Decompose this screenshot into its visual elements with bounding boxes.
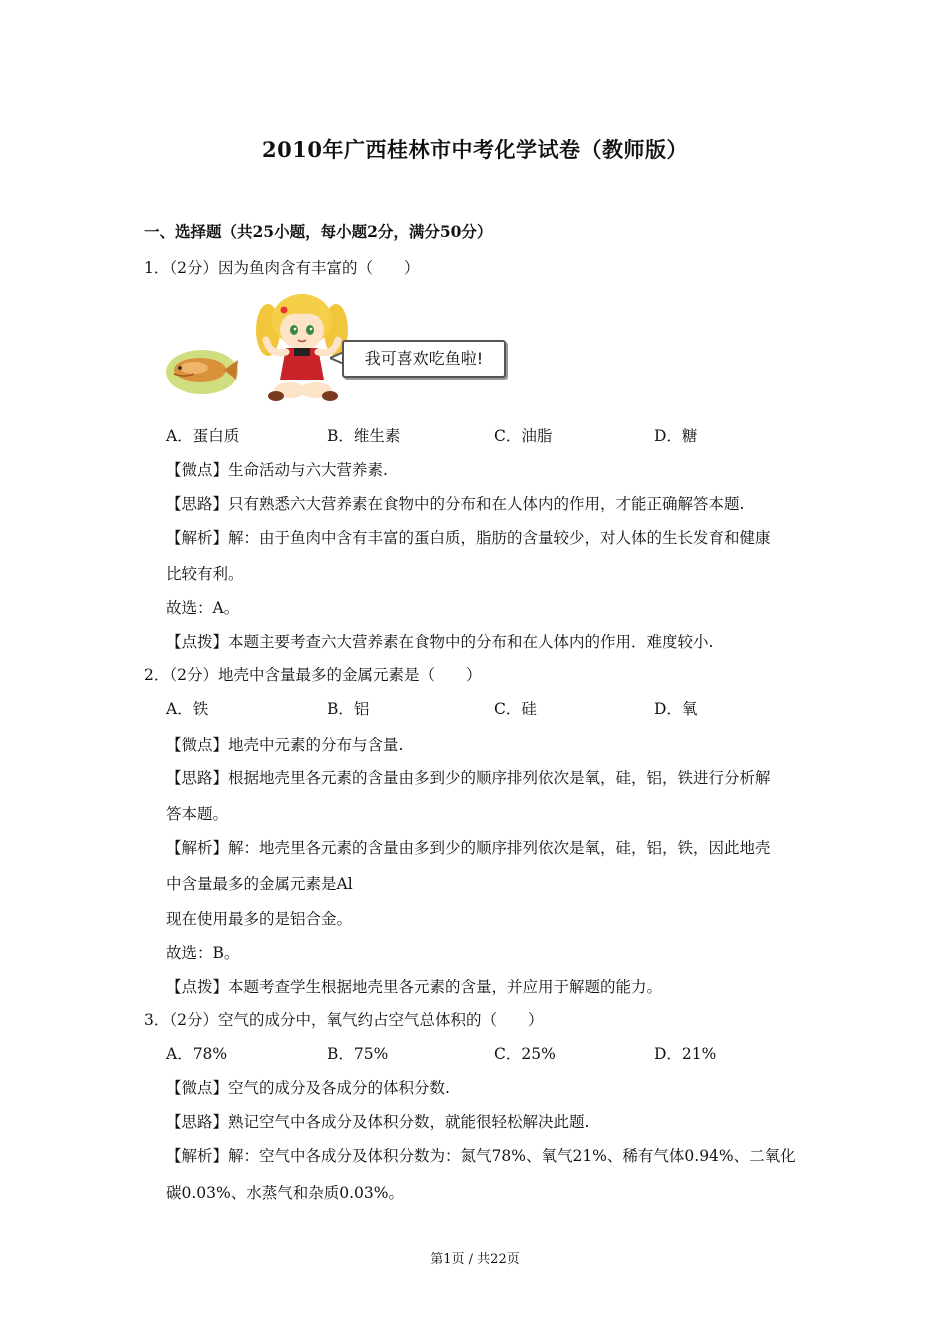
q2-option-b: B．铝 bbox=[327, 700, 370, 718]
q1-micro-point: 【微点】生命活动与六大营养素. bbox=[166, 461, 388, 479]
q2-option-a: A．铁 bbox=[166, 700, 209, 718]
q3-option-c: C．25% bbox=[494, 1045, 556, 1063]
page-footer: 第1页 / 共22页 bbox=[430, 1252, 520, 1267]
q1-option-a: A．蛋白质 bbox=[166, 427, 240, 445]
q1-analysis-cont: 比较有利。 bbox=[166, 565, 244, 583]
q1-approach: 【思路】只有熟悉六大营养素在食物中的分布和在人体内的作用，才能正确解答本题. bbox=[166, 495, 745, 513]
q2-stem: 2．（2分）地壳中含量最多的金属元素是（ ） bbox=[144, 666, 482, 684]
q2-approach-cont: 答本题。 bbox=[166, 805, 229, 823]
q2-micro-point: 【微点】地壳中元素的分布与含量. bbox=[166, 736, 404, 754]
q3-option-b: B．75% bbox=[327, 1045, 389, 1063]
q1-option-b: B．维生素 bbox=[327, 427, 401, 445]
q3-approach: 【思路】熟记空气中各成分及体积分数，就能很轻松解决此题. bbox=[166, 1113, 590, 1131]
q1-option-d: D．糖 bbox=[654, 427, 698, 445]
q2-option-c: C．硅 bbox=[494, 700, 537, 718]
q1-option-c: C．油脂 bbox=[494, 427, 553, 445]
q2-option-d: D．氧 bbox=[654, 700, 698, 718]
q1-answer: 故选：A。 bbox=[166, 599, 240, 617]
q2-answer: 故选：B。 bbox=[166, 944, 240, 962]
q2-analysis-cont: 中含量最多的金属元素是Al bbox=[166, 875, 353, 893]
q3-analysis-cont: 碳0.03%、水蒸气和杂质0.03%。 bbox=[166, 1184, 404, 1202]
speech-bubble: 我可喜欢吃鱼啦! bbox=[342, 340, 506, 378]
page-title: 2010年广西桂林市中考化学试卷（教师版） bbox=[262, 137, 688, 162]
q3-option-a: A．78% bbox=[166, 1045, 228, 1063]
q2-comment: 【点拨】本题考查学生根据地壳里各元素的含量，并应用于解题的能力。 bbox=[166, 978, 663, 996]
q2-analysis: 【解析】解：地壳里各元素的含量由多到少的顺序排列依次是氧，硅，铝，铁，因此地壳 bbox=[166, 839, 771, 857]
q1-comment: 【点拨】本题主要考查六大营养素在食物中的分布和在人体内的作用．难度较小. bbox=[166, 633, 714, 651]
section-heading: 一、选择题（共25小题，每小题2分，满分50分） bbox=[144, 222, 493, 241]
q3-stem: 3．（2分）空气的成分中，氧气约占空气总体积的（ ） bbox=[144, 1011, 544, 1029]
q3-micro-point: 【微点】空气的成分及各成分的体积分数. bbox=[166, 1079, 450, 1097]
q2-analysis-note: 现在使用最多的是铝合金。 bbox=[166, 910, 353, 928]
q3-analysis: 【解析】解：空气中各成分及体积分数为：氮气78%、氧气21%、稀有气体0.94%、二氧化 bbox=[166, 1147, 796, 1165]
q1-analysis: 【解析】解：由于鱼肉中含有丰富的蛋白质，脂肪的含量较少，对人体的生长发育和健康 bbox=[166, 529, 771, 547]
fish-illustration bbox=[164, 344, 242, 396]
q2-approach: 【思路】根据地壳里各元素的含量由多到少的顺序排列依次是氧，硅，铝，铁进行分析解 bbox=[166, 769, 771, 787]
q1-stem: 1．（2分）因为鱼肉含有丰富的（ ） bbox=[144, 259, 420, 277]
q3-option-d: D．21% bbox=[654, 1045, 717, 1063]
